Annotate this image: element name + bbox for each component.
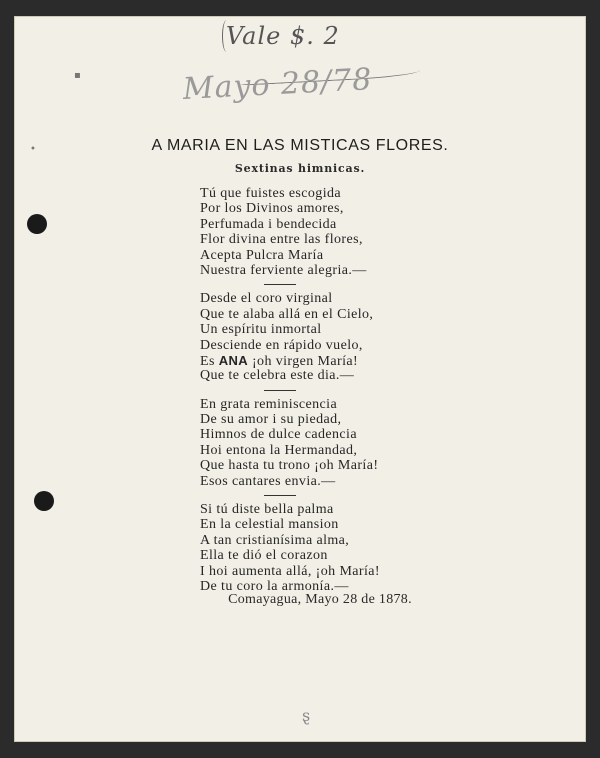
poem-body	[200, 186, 440, 594]
stanza-divider	[264, 390, 296, 391]
margin-speck: •	[30, 144, 36, 155]
handwritten-date: Mayo 28/78	[182, 62, 374, 107]
poem-line: Es ANA ¡oh virgen María!	[200, 352, 359, 369]
poem-line: Un espíritu inmortal	[200, 322, 322, 338]
poem-line: Que te alaba allá en el Cielo,	[200, 306, 374, 322]
stanza	[200, 502, 440, 594]
handwritten-price-note: Vale $. 2	[226, 22, 340, 50]
poem-line: Que te celebra este dia.—	[200, 368, 355, 384]
poem-title: A MARIA EN LAS MISTICAS FLORES.	[151, 137, 449, 154]
punch-hole	[34, 491, 54, 511]
stanza-divider	[264, 284, 296, 285]
poem-line: En grata reminiscencia	[200, 396, 338, 412]
place-date-signature: Comayagua, Mayo 28 de 1878.	[228, 592, 412, 607]
poem-line: Flor divina entre las flores,	[200, 232, 363, 248]
poem-line: En la celestial mansion	[200, 517, 339, 533]
poem-line: Nuestra ferviente alegria.—	[200, 262, 367, 278]
stanza-divider	[264, 495, 296, 496]
poem-line: Tú que fuistes escogida	[200, 186, 341, 201]
poem-line: Esos cantares envia.—	[200, 473, 336, 489]
poem-line: Que hasta tu trono ¡oh María!	[200, 458, 379, 474]
poem-line: Ella te dió el corazon	[200, 548, 328, 564]
poem-line: Hoi entona la Hermandad,	[200, 442, 358, 458]
poem-line: Si tú diste bella palma	[200, 502, 334, 518]
margin-speck: ▪	[74, 70, 81, 81]
poem-line: De su amor i su piedad,	[200, 412, 342, 428]
poem-line: Himnos de dulce cadencia	[200, 427, 357, 443]
stanza	[200, 291, 440, 383]
poem-line: Perfumada i bendecida	[200, 216, 337, 232]
poem-line: Desciende en rápido vuelo,	[200, 337, 363, 353]
poem-line: A tan cristianísima alma,	[200, 532, 350, 548]
poem-line: Desde el coro virginal	[200, 291, 333, 307]
paper-stain: ȿ	[302, 706, 311, 725]
stanza	[200, 186, 440, 278]
poem-line: Acepta Pulcra María	[200, 247, 324, 263]
stanza	[200, 397, 440, 489]
poem-subtitle: Sextinas himnicas.	[234, 162, 366, 175]
punch-hole	[27, 214, 47, 234]
poem-line: De tu coro la armonía.—	[200, 578, 349, 594]
poem-line: Por los Divinos amores,	[200, 201, 344, 217]
poem-line: I hoi aumenta allá, ¡oh María!	[200, 563, 380, 579]
